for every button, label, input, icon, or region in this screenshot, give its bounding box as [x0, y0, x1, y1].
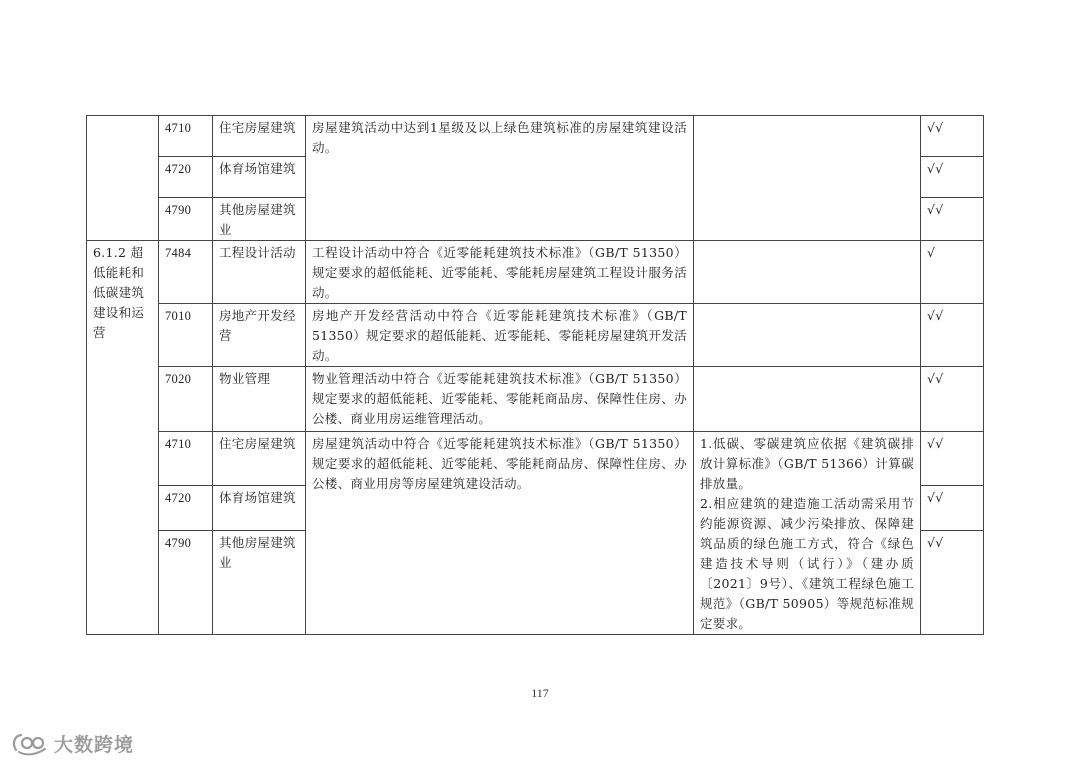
description-cell: 房屋建筑活动中达到1星级及以上绿色建筑标准的房屋建筑建设活动。	[306, 116, 694, 241]
check-mark: √√	[921, 432, 984, 486]
table-row	[87, 304, 984, 367]
note-item-1: 1.低碳、零碳建筑应依据《建筑碳排放计算标准》（GB/T 51366）计算碳排放量。	[700, 436, 914, 491]
industry-code: 4720	[159, 157, 213, 198]
industry-name: 其他房屋建筑业	[213, 531, 306, 635]
check-mark: √√	[921, 116, 984, 157]
check-mark: √√	[921, 198, 984, 241]
section-cell-empty	[87, 116, 159, 241]
page-number: 117	[531, 686, 549, 700]
industry-code: 7010	[159, 304, 213, 367]
watermark-text: 大数跨境	[54, 733, 135, 756]
note-cell-empty	[694, 241, 921, 304]
classification-table	[86, 115, 984, 635]
watermark	[10, 728, 134, 758]
industry-name: 其他房屋建筑业	[213, 198, 306, 241]
note-cell-empty	[694, 304, 921, 367]
description-cell: 房地产开发经营活动中符合《近零能耗建筑技术标准》（GB/T 51350）规定要求的超低能耗、近零能耗、零能耗房屋建筑开发活动。	[306, 304, 694, 367]
industry-name: 住宅房屋建筑	[213, 432, 306, 486]
industry-name: 体育场馆建筑	[213, 486, 306, 531]
note-item-2: 2.相应建筑的建造施工活动需采用节约能源资源、减少污染排放、保障建筑品质的绿色施工方式，符合《绿色建造技术导则（试行）》（建办质〔2021〕9号）、《建筑工程绿色施工规范》（GB/T 50905）等规范标准规定要求。	[700, 496, 914, 631]
industry-name: 住宅房屋建筑	[213, 116, 306, 157]
check-mark: √√	[921, 367, 984, 432]
note-cell-empty	[694, 116, 921, 241]
table-row	[87, 432, 984, 486]
brand-logo-icon	[10, 730, 50, 756]
table-row	[87, 241, 984, 304]
check-mark: √√	[921, 486, 984, 531]
table-row	[87, 367, 984, 432]
industry-name: 物业管理	[213, 367, 306, 432]
table-row	[87, 116, 984, 157]
description-cell: 房屋建筑活动中符合《近零能耗建筑技术标准》（GB/T 51350）规定要求的超低能耗、近零能耗、零能耗商品房、保障性住房、办公楼、商业用房等房屋建筑建设活动。	[306, 432, 694, 635]
industry-code: 4790	[159, 198, 213, 241]
check-mark: √√	[921, 304, 984, 367]
industry-code: 4720	[159, 486, 213, 531]
industry-code: 7484	[159, 241, 213, 304]
industry-name: 体育场馆建筑	[213, 157, 306, 198]
note-cell-empty	[694, 367, 921, 432]
industry-code: 7020	[159, 367, 213, 432]
industry-name: 房地产开发经营	[213, 304, 306, 367]
industry-code: 4710	[159, 116, 213, 157]
description-cell: 工程设计活动中符合《近零能耗建筑技术标准》（GB/T 51350）规定要求的超低能耗、近零能耗、零能耗房屋建筑工程设计服务活动。	[306, 241, 694, 304]
industry-code: 4790	[159, 531, 213, 635]
section-title-612: 6.1.2 超低能耗和低碳建筑建设和运营	[87, 241, 159, 635]
industry-name: 工程设计活动	[213, 241, 306, 304]
note-cell	[694, 432, 921, 635]
industry-code: 4710	[159, 432, 213, 486]
check-mark: √	[921, 241, 984, 304]
description-cell: 物业管理活动中符合《近零能耗建筑技术标准》（GB/T 51350）规定要求的超低能耗、近零能耗、零能耗商品房、保障性住房、办公楼、商业用房运维管理活动。	[306, 367, 694, 432]
check-mark: √√	[921, 531, 984, 635]
check-mark: √√	[921, 157, 984, 198]
